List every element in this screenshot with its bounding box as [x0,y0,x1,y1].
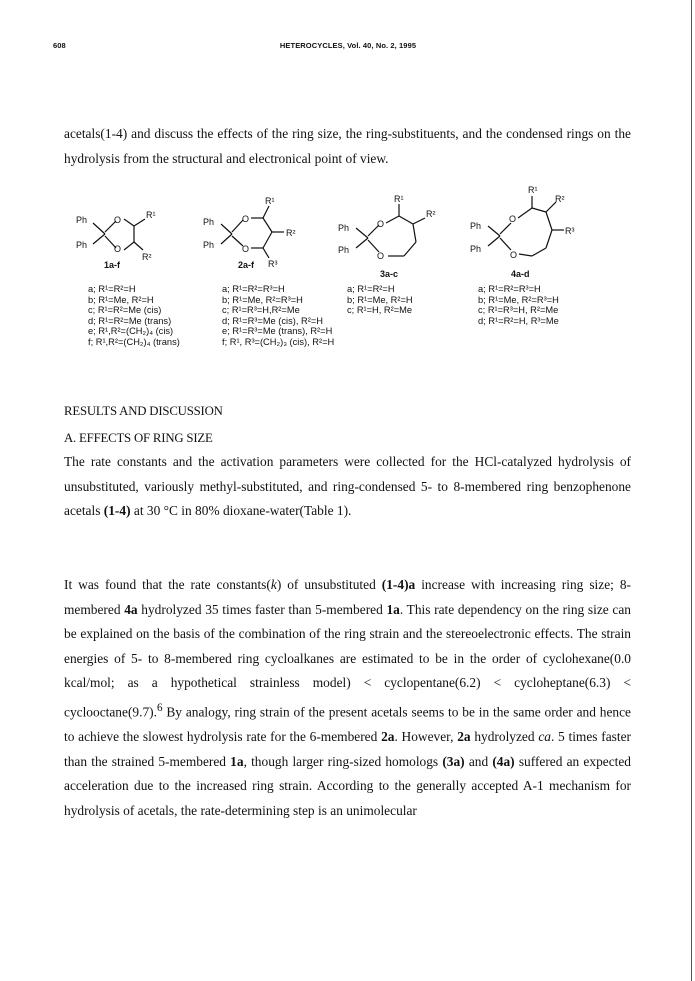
reference-superscript: 6 [156,701,163,714]
page-number: 608 [53,41,66,50]
atom-o: O [377,219,385,229]
atom-o: O [242,244,250,254]
body-text: increase with increasing ring size; 8-membered [64,577,632,617]
compound-label-1: 1a-f [104,260,121,270]
substituent-entry: d; R¹=R³=Me (cis), R²=H [222,315,323,326]
substituent-entry: b; R¹=Me, R²=H [347,294,413,305]
body-paragraph-1 [64,450,631,524]
compound-ref: (1-4)a [381,577,416,592]
substituent-entry: a; R¹=R²=H [347,284,395,294]
atom-r2: R² [286,228,296,238]
subsection-heading: A. EFFECTS OF RING SIZE [64,431,213,445]
atom-ph: Ph [203,240,215,250]
running-header [53,41,643,55]
body-paragraph-2 [64,573,631,823]
substituent-entry: b; R¹=Me, R²=R³=H [222,294,303,305]
body-text: . This rate dependency on the ring size can be explained on the basis of the combination of the ring strain and the stereoelectronic effects. The strain energies of 5- to 8-membered ring cycloalkanes are estimated to be in the order of cyclohexane(0.0 kcal/mol; as a hypothetical strainless model) < cyclopentane(6.2) < cycloheptane(6.3) < cyclooctane(9.7). [64,601,631,720]
substituent-entry: d; R¹=R²=H, R³=Me [478,315,559,326]
compound-label-3: 3a-c [380,269,399,279]
atom-r1: R¹ [528,185,538,195]
atom-r1: R¹ [265,196,275,206]
atom-ph: Ph [76,215,88,225]
body-text: By analogy, ring strain of the present acetals seems to be in the same order and hence to achieve the slowest hydrolysis rate for the 6-membered [64,704,631,745]
atom-ph: Ph [470,244,482,254]
atom-r3: R³ [565,226,575,236]
compound-ref: (3a) [442,753,465,769]
atom-ph: Ph [76,240,88,250]
substituent-entry: d; R¹=R²=Me (trans) [88,315,172,326]
body-text: , though larger ring-sized homologs [243,753,443,769]
atom-r2: R² [142,252,152,262]
substituent-entry: b; R¹=Me, R²=H [88,294,154,305]
compound-ref: 1a [230,753,244,769]
substituent-entry: c; R¹=R²=Me (cis) [88,305,162,315]
circa-abbrev: ca [538,729,551,745]
substituent-entry: f; R¹,R²=(CH₂)₄ (trans) [88,336,180,347]
compound-ref: 1a [386,601,400,617]
atom-ph: Ph [338,245,350,255]
substituent-list-1 [88,284,180,347]
atom-o: O [114,215,122,225]
substituent-entry: e; R¹=R³=Me (trans), R²=H [222,326,333,336]
substituent-entry: a; R¹=R²=R³=H [222,284,285,294]
structures-figure [66,182,656,402]
body-text: The rate constants and the activation parameters were collected for the HCl-catalyzed hydrolysis of unsubstituted, variously methyl-substituted, and ring-condensed 5- to 8-membered ring benzophenone acetals [64,454,631,519]
substituent-entry: b; R¹=Me, R²=R³=H [478,294,559,305]
structure-1 [76,210,156,262]
substituent-entry: c; R¹=R³=H,R²=Me [222,305,300,315]
page-edge-line [691,0,692,981]
atom-ph: Ph [338,223,350,233]
substituent-entry: a; R¹=R²=R³=H [478,284,541,294]
atom-ph: Ph [470,221,482,231]
substituent-list-4 [478,284,559,326]
rate-constant-symbol: k [270,577,277,592]
compound-ref: (1-4) [103,503,131,519]
atom-r3: R³ [268,259,278,269]
body-text: ) of unsubstituted [276,577,382,592]
atom-r1: R¹ [146,210,156,220]
journal-citation: HETEROCYCLES, Vol. 40, No. 2, 1995 [279,41,417,50]
substituent-list-2 [222,284,334,347]
body-text: hydrolyzed 35 times faster than 5-membered [137,601,387,617]
substituent-list-3 [347,284,413,316]
section-heading: RESULTS AND DISCUSSION [64,404,223,418]
body-text: and [464,753,493,769]
body-text: at 30 °C in 80% dioxane-water(Table 1). [130,503,352,519]
atom-r2: R² [555,194,565,204]
body-text: . However, [394,729,458,745]
compound-ref: (4a) [492,753,515,769]
compound-label-4: 4a-d [511,269,530,279]
atom-o: O [510,250,518,260]
atom-o: O [242,214,250,224]
compound-label-2: 2a-f [238,260,255,270]
structure-2 [203,196,296,269]
substituent-entry: a; R¹=R²=H [88,284,136,294]
substituent-entry: c; R¹=H, R²=Me [347,305,413,315]
substituent-entry: e; R¹,R²=(CH₂)₄ (cis) [88,326,174,336]
body-text: It was found that the rate constants( [64,577,271,592]
substituent-entry: c; R¹=R³=H, R²=Me [478,305,559,315]
body-text: hydrolyzed [470,729,539,745]
atom-ph: Ph [203,217,215,227]
atom-r2: R² [426,209,436,219]
atom-r1: R¹ [394,194,404,204]
compound-ref: 4a [124,601,138,617]
body-text: . 5 times faster than the strained 5-membered [64,729,631,769]
compound-ref: 2a [457,729,471,745]
compound-ref: 2a [381,729,395,745]
atom-o: O [377,251,385,261]
intro-compound-ref: acetals(1-4) [64,126,128,141]
intro-paragraph [64,122,631,171]
intro-text: and discuss the effects of the ring size, the ring-substituents, and the condensed rings on the hydrolysis from the structural and electronical point of view. [64,126,631,166]
atom-o: O [114,244,122,254]
substituent-entry: f; R¹, R³=(CH₂)₃ (cis), R²=H [222,336,335,347]
structure-4 [470,185,575,260]
atom-o: O [509,214,517,224]
body-text: suffered an expected acceleration due to the increased ring strain. According to the generally accepted A-1 mechanism for hydrolysis of acetals, the rate-determining step is an unimolecular [64,753,632,818]
structure-3 [338,194,436,261]
